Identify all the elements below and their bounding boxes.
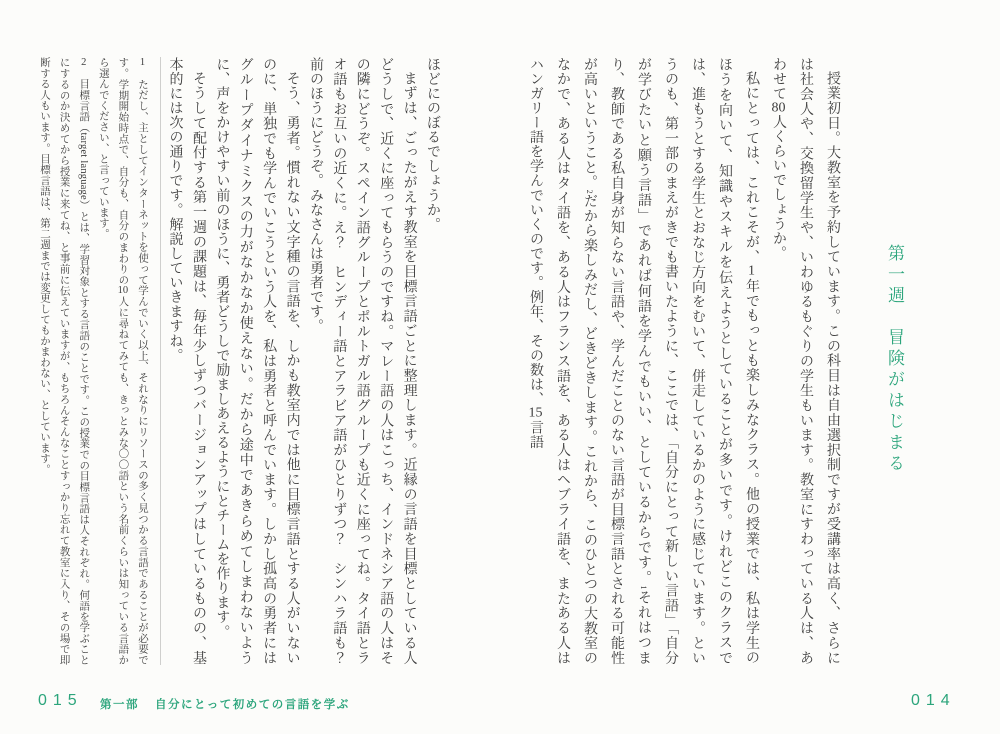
footnote-divider [160, 57, 161, 665]
right-page-body [528, 57, 846, 666]
paragraph: そう、勇者。慣れない文字種の言語を、しかも教室内では他に目標言語とする人がいないのに、単独でも学んでいこうという人を、私は勇者と呼んでいます。しかし孤高の勇者にはグループダイナミクスの力がなかなか使えない。だから途中であきらめてしまわないように、声をかけやすい前のほうに、勇者どうしで励ましあえるようにとチームを作ります。 [214, 57, 300, 665]
footnote: 1 ただし、主としてインターネットを使って学んでいく以上、それなりにリソースの多く見つかる言語であることが必要です。学期開始時点で、自分も、自分のまわりの10人に尋ねてみても、きっとみな〇〇語という名前くらいは知っている言語から選んでください、と言っています。 [97, 57, 148, 665]
left-page-body [162, 57, 444, 680]
paragraph: 私にとっては、これこそが、1年でもっとも楽しみなクラス。他の授業では、私は学生のほうを向いて、知識やスキルを伝えようとしていることが多いです。けれどこのクラスでは、進もうとする学生とおなじ方向をむいて、併走しているかのように感じています。というのも、第一部のまえがきでも書いたように、ここでは、「自分にとって新しい言語」「自分が学びたいと願う言語」であれば何語を学んでもいい、としているからです。1それはつまり、教師である私自身が知らない言語や、学んだことのない言語が目標言語とされる可能性が高いということ。2だから楽しみだし、どきどきします。これから、このひとつの大教室のなかで、ある人はタイ語を、ある人はフランス語を、ある人はヘブライ語を、またある人はハンガリー語を学んでいくのです。例年、その数は、15言語 [528, 57, 759, 666]
footnotes-block [34, 57, 152, 665]
paragraph: ほどにのぼるでしょうか。 [425, 57, 440, 232]
chapter-title: 第一週 冒険がはじまる [885, 244, 904, 475]
paragraph: まずは、ごったがえす教室を目標言語ごとに整理します。近縁の言語を目標としている人どうしで、近くに座ってもらうのですね。マレー語の人はこっち、インドネシア語の人はその隣にどうぞ。スペイン語グループとポルトガル語グループも近くに座ってね。タイ語とラオ語もお互いの近くに。え？ ヒンディー語とアラビア語がひとりずつ？ シンハラ語も？ 前のほうにどうぞ。みなさんは勇者です。 [307, 57, 417, 680]
footer-chapter-label: 自分にとって初めての言語を学ぶ [155, 699, 350, 711]
footnote: 2 目標言語（target language）とは、学習対象とする言語のことです。この授業での目標言語は人それぞれ。何語を学ぶことにするのか決めてから授業に来てね、と事前に伝えていますが、もちろんそんなことすっかり忘れて教室に入り、その場で即断する人もいます。目標言語は、第二週までは変更してもかまわない、としています。 [39, 57, 90, 665]
page-number-right: 014 [911, 692, 956, 709]
footer-part-label: 第一部 [100, 699, 139, 711]
paragraph: 授業初日。大教室を予約しています。この科目は自由選択制ですが受講率は高く、さらには社会人や、交換留学生や、いわゆるもぐりの学生もいます。教室にすわっている人は、あわせて80人くらいでしょうか。 [771, 57, 840, 665]
page-number-left: 015 [38, 692, 83, 709]
running-footer [100, 696, 350, 712]
paragraph: そうして配付する第一週の課題は、毎年少しずつバージョンアップはしているものの、基本的には次の通りです。解説していきますね。 [167, 57, 206, 665]
